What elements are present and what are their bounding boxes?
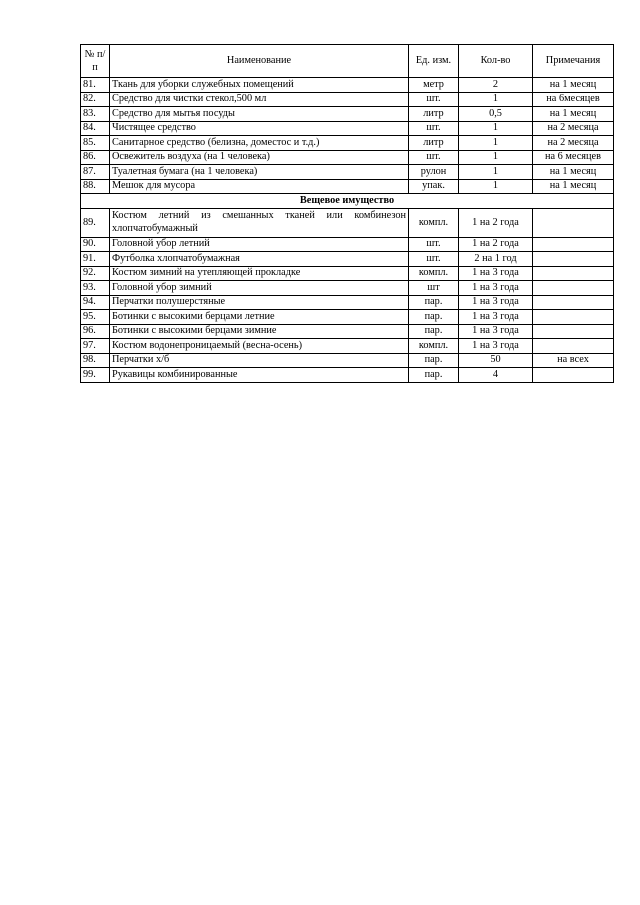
cell-unit: шт.	[409, 121, 459, 136]
cell-unit: шт	[409, 281, 459, 296]
cell-unit: пар.	[409, 310, 459, 325]
cell-note	[533, 252, 614, 267]
cell-quantity: 1	[459, 136, 533, 151]
cell-quantity: 1	[459, 165, 533, 180]
table-body-supplies	[81, 78, 614, 194]
cell-unit: компл.	[409, 339, 459, 354]
cell-quantity: 1	[459, 121, 533, 136]
table-row	[81, 295, 614, 310]
cell-quantity: 1 на 3 года	[459, 295, 533, 310]
cell-name: Костюм зимний на утепляющей прокладке	[110, 266, 409, 281]
table-row	[81, 107, 614, 122]
cell-note	[533, 368, 614, 383]
table-row	[81, 92, 614, 107]
cell-quantity: 0,5	[459, 107, 533, 122]
cell-note: на 1 месяц	[533, 165, 614, 180]
cell-quantity: 1 на 2 года	[459, 237, 533, 252]
table-row	[81, 353, 614, 368]
cell-unit: компл.	[409, 266, 459, 281]
cell-unit: рулон	[409, 165, 459, 180]
table-row	[81, 136, 614, 151]
cell-number: 92.	[81, 266, 110, 281]
cell-number: 85.	[81, 136, 110, 151]
header-notes: Примечания	[533, 45, 614, 78]
cell-number: 90.	[81, 237, 110, 252]
cell-quantity: 1 на 3 года	[459, 310, 533, 325]
cell-number: 97.	[81, 339, 110, 354]
section-header-row	[81, 194, 614, 209]
cell-name: Средство для чистки стекол,500 мл	[110, 92, 409, 107]
cell-number: 89.	[81, 208, 110, 237]
cell-note: на 1 месяц	[533, 107, 614, 122]
cell-number: 81.	[81, 78, 110, 93]
supplies-table	[80, 44, 614, 383]
cell-quantity: 1	[459, 150, 533, 165]
cell-quantity: 1	[459, 92, 533, 107]
cell-name: Мешок для мусора	[110, 179, 409, 194]
cell-unit: метр	[409, 78, 459, 93]
cell-unit: шт.	[409, 237, 459, 252]
cell-unit: пар.	[409, 324, 459, 339]
cell-number: 98.	[81, 353, 110, 368]
cell-unit: литр	[409, 107, 459, 122]
cell-unit: упак.	[409, 179, 459, 194]
cell-quantity: 4	[459, 368, 533, 383]
table-row	[81, 266, 614, 281]
cell-note: на 1 месяц	[533, 179, 614, 194]
cell-name: Санитарное средство (белизна, доместос и т.д.)	[110, 136, 409, 151]
document-page	[80, 44, 614, 383]
cell-quantity: 1 на 3 года	[459, 339, 533, 354]
cell-number: 91.	[81, 252, 110, 267]
cell-name: Чистящее средство	[110, 121, 409, 136]
cell-unit: шт.	[409, 150, 459, 165]
table-row	[81, 78, 614, 93]
table-row	[81, 208, 614, 237]
cell-name: Туалетная бумага (на 1 человека)	[110, 165, 409, 180]
cell-unit: шт.	[409, 92, 459, 107]
cell-note	[533, 339, 614, 354]
cell-note	[533, 295, 614, 310]
cell-name: Освежитель воздуха (на 1 человека)	[110, 150, 409, 165]
table-row	[81, 237, 614, 252]
header-number: № п/п	[81, 45, 110, 78]
table-row	[81, 310, 614, 325]
cell-note: на 6 месяцев	[533, 150, 614, 165]
cell-name: Ботинки с высокими берцами летние	[110, 310, 409, 325]
cell-name: Футболка хлопчатобумажная	[110, 252, 409, 267]
cell-note: на 1 месяц	[533, 78, 614, 93]
table-row	[81, 281, 614, 296]
cell-unit: шт.	[409, 252, 459, 267]
cell-note	[533, 281, 614, 296]
cell-note: на 2 месяца	[533, 121, 614, 136]
cell-name: Головной убор летний	[110, 237, 409, 252]
cell-name: Средство для мытья посуды	[110, 107, 409, 122]
cell-quantity: 1	[459, 179, 533, 194]
cell-note: на 2 месяца	[533, 136, 614, 151]
cell-number: 94.	[81, 295, 110, 310]
table-row	[81, 252, 614, 267]
cell-number: 96.	[81, 324, 110, 339]
header-quantity: Кол-во	[459, 45, 533, 78]
cell-number: 86.	[81, 150, 110, 165]
table-body-clothing	[81, 208, 614, 382]
cell-quantity: 2 на 1 год	[459, 252, 533, 267]
header-unit: Ед. изм.	[409, 45, 459, 78]
cell-quantity: 1 на 2 года	[459, 208, 533, 237]
cell-name: Головной убор зимний	[110, 281, 409, 296]
cell-unit: пар.	[409, 368, 459, 383]
cell-number: 83.	[81, 107, 110, 122]
cell-note	[533, 266, 614, 281]
section-title: Вещевое имущество	[81, 194, 614, 209]
cell-name: Рукавицы комбинированные	[110, 368, 409, 383]
header-name: Наименование	[110, 45, 409, 78]
table-row	[81, 368, 614, 383]
cell-name: Костюм водонепроницаемый (весна-осень)	[110, 339, 409, 354]
table-row	[81, 150, 614, 165]
table-header-row	[81, 45, 614, 78]
cell-unit: компл.	[409, 208, 459, 237]
cell-unit: литр	[409, 136, 459, 151]
cell-quantity: 1 на 3 года	[459, 324, 533, 339]
cell-note	[533, 208, 614, 237]
cell-number: 87.	[81, 165, 110, 180]
table-row	[81, 339, 614, 354]
cell-quantity: 1 на 3 года	[459, 281, 533, 296]
cell-number: 84.	[81, 121, 110, 136]
table-row	[81, 121, 614, 136]
cell-note: на всех	[533, 353, 614, 368]
cell-unit: пар.	[409, 353, 459, 368]
cell-name: Ткань для уборки служебных помещений	[110, 78, 409, 93]
cell-number: 93.	[81, 281, 110, 296]
cell-quantity: 50	[459, 353, 533, 368]
cell-name: Перчатки полушерстяные	[110, 295, 409, 310]
table-row	[81, 324, 614, 339]
cell-quantity: 1 на 3 года	[459, 266, 533, 281]
cell-note	[533, 237, 614, 252]
cell-unit: пар.	[409, 295, 459, 310]
cell-number: 99.	[81, 368, 110, 383]
cell-quantity: 2	[459, 78, 533, 93]
cell-note: на 6месяцев	[533, 92, 614, 107]
cell-note	[533, 310, 614, 325]
cell-number: 88.	[81, 179, 110, 194]
table-section	[81, 194, 614, 209]
cell-number: 95.	[81, 310, 110, 325]
cell-note	[533, 324, 614, 339]
cell-name: Костюм летний из смешанных тканей или комбинезон хлопчатобумажный	[110, 208, 409, 237]
table-row	[81, 179, 614, 194]
cell-name: Ботинки с высокими берцами зимние	[110, 324, 409, 339]
cell-number: 82.	[81, 92, 110, 107]
table-row	[81, 165, 614, 180]
cell-name: Перчатки х/б	[110, 353, 409, 368]
